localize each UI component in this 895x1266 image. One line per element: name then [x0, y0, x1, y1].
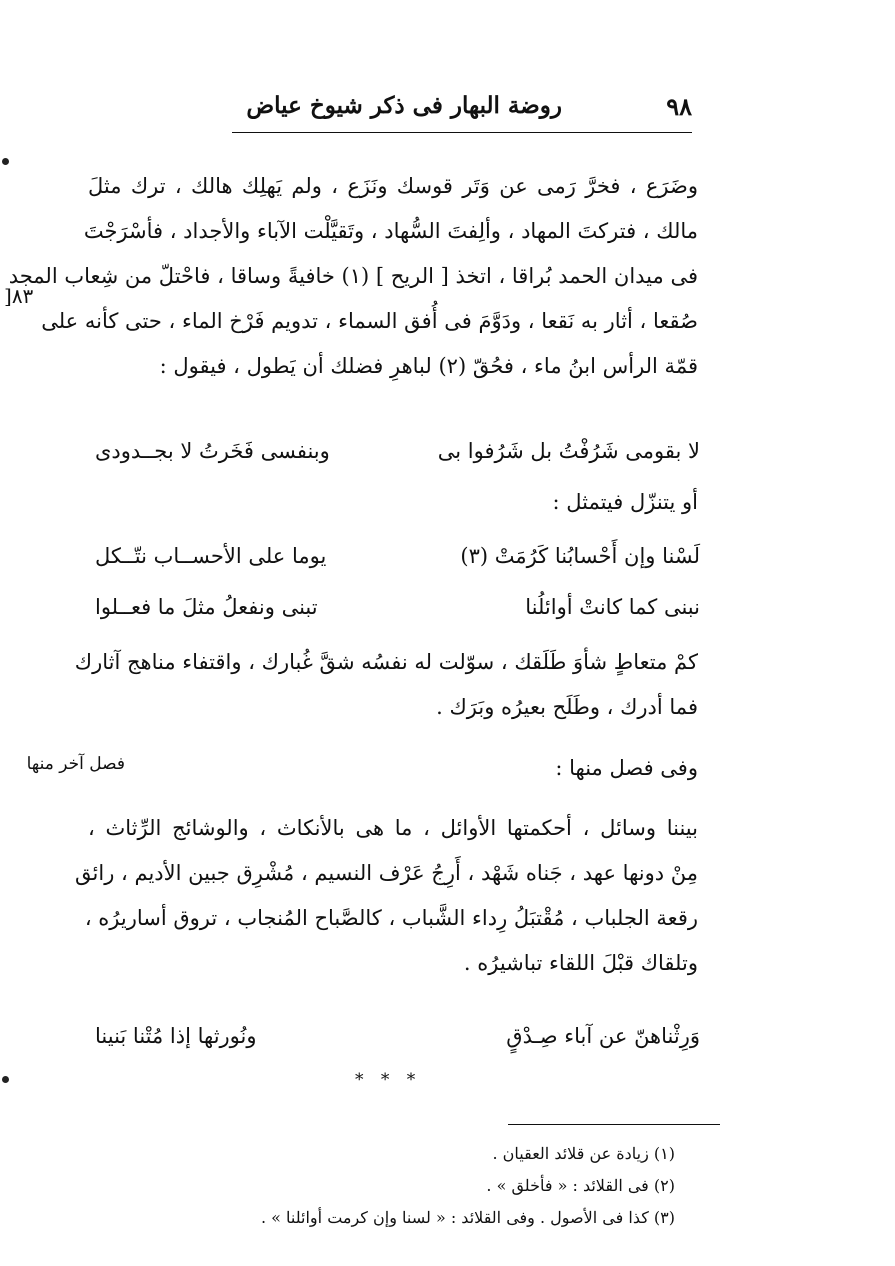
verse-first-hemistich: لَسْنا وإن أَحْسابُنا كَرُمَتْ (٣)	[460, 544, 700, 568]
page-number: ٩٨	[666, 92, 692, 121]
footnote: (٢) فى القلائد : « فأخلق » .	[486, 1176, 675, 1195]
verse-second-hemistich: تبنى ونفعلُ مثلَ ما فعــلوا	[95, 595, 318, 619]
margin-bullet	[2, 158, 9, 165]
verse-first-hemistich: وَرِثْناهنّ عن آباء صِـدْقٍ	[506, 1024, 700, 1048]
text-line: وتلقاك قبْلَ اللقاء تباشيرُه .	[463, 951, 698, 975]
text-line: فما أدرك ، وطَلَح بعيرُه وبَرَك .	[436, 695, 698, 719]
section-intro	[88, 746, 698, 791]
verse-second-hemistich: يوما على الأحســاب نتّــكل	[95, 544, 327, 568]
running-title: روضة البهار فى ذكر شيوخ عياض	[246, 92, 562, 119]
text-line: كمْ متعاطٍ شأوَ طَلَقك ، سوّلت له نفسُه شقَّ غُبارك ، واقتفاء مناهج آثارك	[74, 650, 698, 674]
verse-first-hemistich: نبنى كما كانتْ أوائلُنا	[525, 595, 700, 619]
text-line: فى ميدان الحمد بُراقا ، اتخذ [ الريح ] (١) خافيةً وساقا ، فاحْتلّ من شِعاب المجد	[8, 264, 698, 288]
paragraph	[74, 640, 698, 730]
text-line: صُقعا ، أثار به نَقعا ، ودَوَّمَ فى أُفق السماء ، تدويم فَرْخ الماء ، حتى كأنه على	[41, 309, 698, 333]
page-header	[232, 92, 692, 133]
text-line: وضَرَع ، فخرَّ رَمى عن وَتَر قوسك ونَزَع ، ولم يَهلِك هالك ، ترك مثلَ	[88, 174, 698, 198]
verse-line	[95, 1014, 700, 1059]
verse-line	[95, 429, 700, 474]
verse-line	[95, 585, 700, 630]
text-line: بيننا وسائل ، أحكمتها الأوائل ، ما هى بالأنكاث ، والوشائج الرِّثاث ،	[88, 816, 698, 840]
footnote-divider	[508, 1124, 720, 1125]
text-line: وفى فصل منها :	[555, 756, 698, 780]
folio-marker: ٨٣[	[4, 284, 34, 308]
text-line: أو يتنزّل فيتمثل :	[552, 490, 698, 514]
section-side-label: فصل آخر منها	[26, 754, 125, 774]
verse-second-hemistich: ونُورثها إذا مُتْنا بَنينا	[95, 1024, 257, 1048]
verse-line	[95, 534, 700, 579]
section-separator: * * *	[355, 1070, 422, 1090]
verse-intro	[88, 480, 698, 525]
text-line: مِنْ دونها عهد ، جَناه شَهْد ، أَرِجُ عَرْف النسيم ، مُشْرِق جبين الأديم ، رائق	[75, 861, 698, 885]
paragraph	[75, 806, 698, 986]
text-line: رقعة الجلباب ، مُقْتبَلُ رِداء الشَّباب ، كالصَّباح المُنجاب ، تروق أساريرُه ،	[84, 906, 698, 930]
footnotes	[180, 1138, 675, 1234]
verse-first-hemistich: لا بقومى شَرُفْتُ بل شَرُفوا بى	[437, 439, 700, 463]
verse-second-hemistich: وبنفسى فَخَرتُ لا بجــدودى	[95, 439, 330, 463]
margin-bullet	[2, 1076, 9, 1083]
text-line: مالك ، فتركتَ المهاد ، وألِفتَ السُّهاد ، وتَقيَّلْت الآباء والأجداد ، فأسْرَجْتَ	[83, 219, 698, 243]
footnote: (١) زيادة عن قلائد العقيان .	[492, 1144, 675, 1163]
text-line: قمّة الرأس ابنُ ماء ، فحُقّ (٢) لباهرِ فضلك أن يَطول ، فيقول :	[159, 354, 698, 378]
footnote: (٣) كذا فى الأصول . وفى القلائد : « لسنا وإن كرمت أوائلنا » .	[260, 1208, 675, 1227]
